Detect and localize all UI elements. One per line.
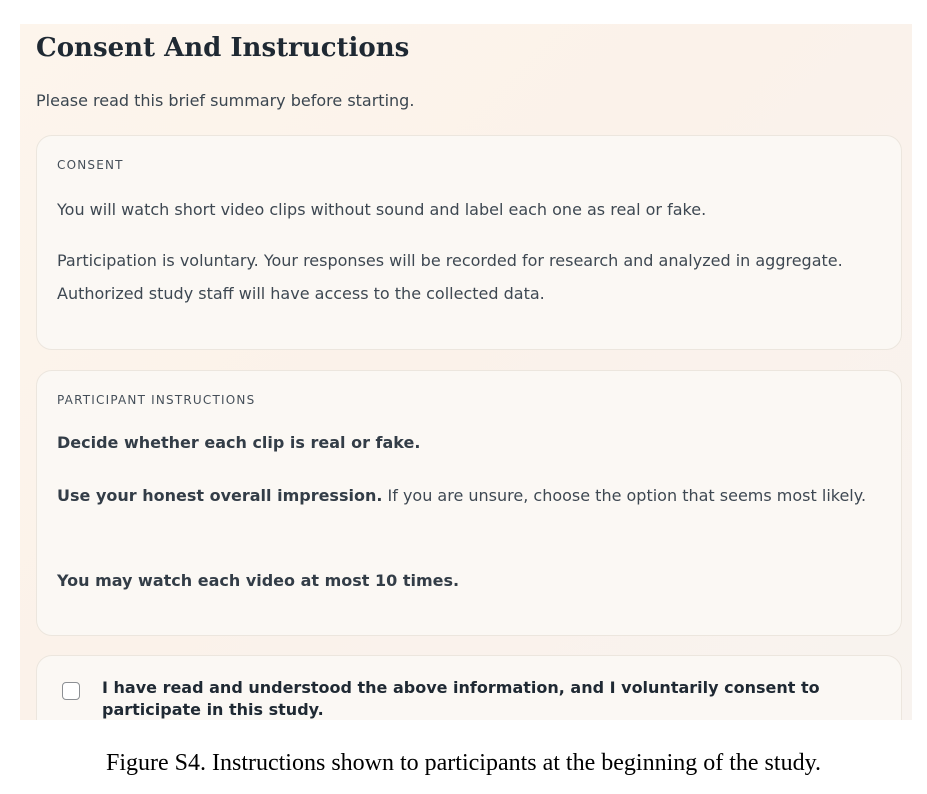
consent-screen [20,24,912,720]
consent-agreement-card[interactable] [36,655,902,720]
figure-caption: Figure S4. Instructions shown to participants at the beginning of the study. [105,750,822,776]
instruction-item-1 [57,426,877,459]
consent-checkbox-label[interactable]: I have read and understood the above information, and I voluntarily consent to participate in this study. [102,678,820,719]
consent-paragraph-2: Participation is voluntary. Your responses will be recorded for research and analyzed in aggregate. Authorized study staff will have access to the collected data. [57,251,843,303]
consent-checkbox[interactable] [62,682,80,700]
consent-paragraph-1: You will watch short video clips without sound and label each one as real or fake. [57,200,707,219]
page-title: Consent And Instructions [36,33,410,63]
instruction-item-2 [57,479,877,512]
instruction-item-2-bold: Use your honest overall impression. [57,486,383,505]
page-subtitle: Please read this brief summary before starting. [36,91,415,110]
instruction-item-3-text: You may watch each video at most 10 times. [57,571,460,590]
consent-card [36,135,902,350]
instruction-item-3 [57,564,877,597]
instruction-item-2-text: If you are unsure, choose the option that seems most likely. [382,486,867,505]
consent-section-label: CONSENT [57,158,124,172]
instructions-section-label: PARTICIPANT INSTRUCTIONS [57,393,256,407]
instruction-item-1-text: Decide whether each clip is real or fake. [57,433,421,452]
instructions-card [36,370,902,636]
